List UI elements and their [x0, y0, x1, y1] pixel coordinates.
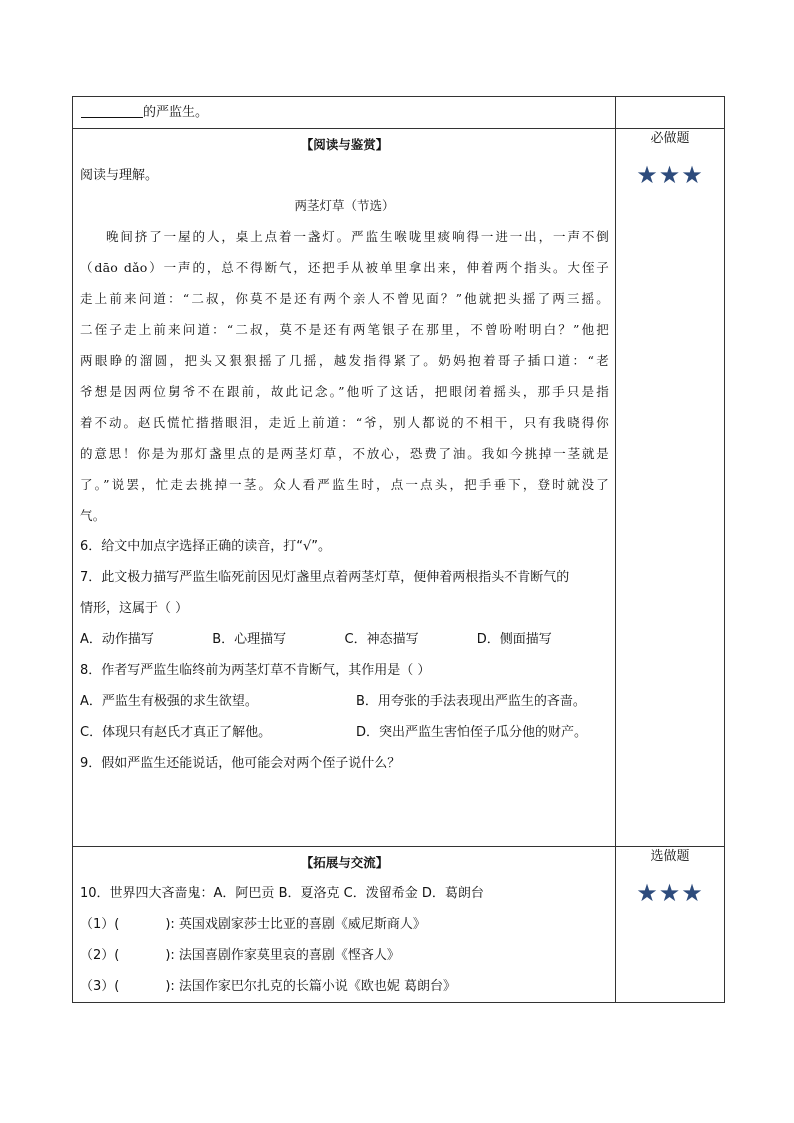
extension-section-title: 【拓展与交流】 — [300, 855, 389, 870]
passage-title: 两茎灯草（节选） — [294, 198, 395, 213]
reading-side-cell — [616, 129, 725, 847]
passage-line: 着不动。赵氏慌忙揩揩眼泪，走近上前道：“爷，别人都说的不相干，只有我晓得你 — [80, 415, 609, 430]
star-rating-icon: ★★★ — [636, 879, 704, 907]
sub-item-number: （3）( — [80, 979, 120, 994]
passage-line: （dāo dǎo）一声的，总不得断气，还把手从被单里拿出来，伸着两个指头。大侄子 — [80, 260, 609, 275]
question-9: 9．假如严监生还能说话，他可能会对两个侄子说什么？ — [80, 756, 401, 771]
option-a[interactable]: A．严监生有极强的求生欲望。 — [80, 694, 258, 709]
sub-item-number: （2）( — [80, 948, 120, 963]
worksheet-table — [72, 96, 725, 1003]
sub-item-2 — [80, 940, 609, 971]
question-6: 6．给文中加点字选择正确的读音，打“√”。 — [80, 539, 332, 554]
star-rating-icon: ★★★ — [636, 161, 704, 189]
passage-line: 走上前来问道：“二叔，你莫不是还有两个亲人不曾见面？”他就把头摇了两三摇。 — [80, 291, 609, 306]
sub-item-text: ): 法国喜剧作家莫里哀的喜剧《悭吝人》 — [165, 948, 400, 963]
required-label: 必做题 — [650, 131, 690, 146]
passage-line: 两眼睁的溜圆，把头又狠狠摇了几摇，越发指得紧了。奶妈抱着哥子插口道：“老 — [80, 353, 609, 368]
extension-side-cell — [616, 847, 725, 1003]
question-7-options — [80, 624, 609, 655]
row1-text: 的严监生。 — [143, 105, 209, 120]
sub-item-text: ): 英国戏剧家莎士比亚的喜剧《威尼斯商人》 — [165, 917, 426, 932]
fill-blank[interactable] — [81, 103, 143, 118]
worksheet-page — [72, 96, 722, 1003]
row-continuation — [73, 97, 725, 129]
passage — [80, 221, 609, 531]
reading-main-cell — [73, 129, 616, 847]
option-c[interactable]: C．神态描写 — [344, 632, 419, 647]
option-b[interactable]: B．心理描写 — [212, 632, 287, 647]
passage-line: 了。”说罢，忙走去挑掉一茎。众人看严监生时，点一点头，把手垂下，登时就没了 — [80, 477, 609, 492]
option-a[interactable]: A．动作描写 — [80, 632, 154, 647]
passage-line: 晚间挤了一屋的人，桌上点着一盏灯。严监生喉咙里痰响得一进一出，一声不倒 — [106, 229, 609, 244]
row-reading — [73, 129, 725, 847]
extension-main-cell — [73, 847, 616, 1003]
sub-item-text: ): 法国作家巴尔扎克的长篇小说《欧也妮 葛朗台》 — [165, 979, 457, 994]
sub-item-3 — [80, 971, 609, 1002]
option-d[interactable]: D．侧面描写 — [476, 632, 552, 647]
question-8-options-row1 — [80, 686, 609, 717]
passage-line: 的意思！你是为那灯盏里点的是两茎灯草，不放心，恐费了油。我如今挑掉一茎就是 — [80, 446, 609, 461]
option-d[interactable]: D．突出严监生害怕侄子瓜分他的财产。 — [356, 725, 588, 740]
sub-item-1 — [80, 909, 609, 940]
question-8-options-row2 — [80, 717, 609, 748]
optional-label: 选做题 — [650, 849, 690, 864]
question-8: 8．作者写严监生临终前为两茎灯草不肯断气，其作用是（ ） — [80, 663, 431, 678]
sub-item-number: （1）( — [80, 917, 120, 932]
passage-line: 爷想是因两位舅爷不在跟前，故此记念。”他听了这话，把眼闭着摇头，那手只是指 — [80, 384, 609, 399]
row-extension — [73, 847, 725, 1003]
passage-line: 气。 — [80, 508, 106, 523]
question-7-line2: 情形，这属于（ ） — [80, 601, 189, 616]
reading-intro: 阅读与理解。 — [80, 168, 159, 183]
option-c[interactable]: C．体现只有赵氏才真正了解他。 — [80, 725, 272, 740]
passage-line: 二侄子走上前来问道：“二叔，莫不是还有两笔银子在那里，不曾吩咐明白？”他把 — [80, 322, 609, 337]
row1-side-cell — [616, 97, 725, 129]
row1-main-cell — [73, 97, 616, 129]
option-b[interactable]: B．用夸张的手法表现出严监生的吝啬。 — [356, 694, 586, 709]
question-7-line1: 7．此文极力描写严监生临死前因见灯盏里点着两茎灯草，便伸着两根指头不肯断气的 — [80, 570, 570, 585]
reading-section-title: 【阅读与鉴赏】 — [300, 137, 389, 152]
question-10: 10．世界四大吝啬鬼：A．阿巴贡 B．夏洛克 C．泼留希金 D．葛朗台 — [80, 886, 484, 901]
